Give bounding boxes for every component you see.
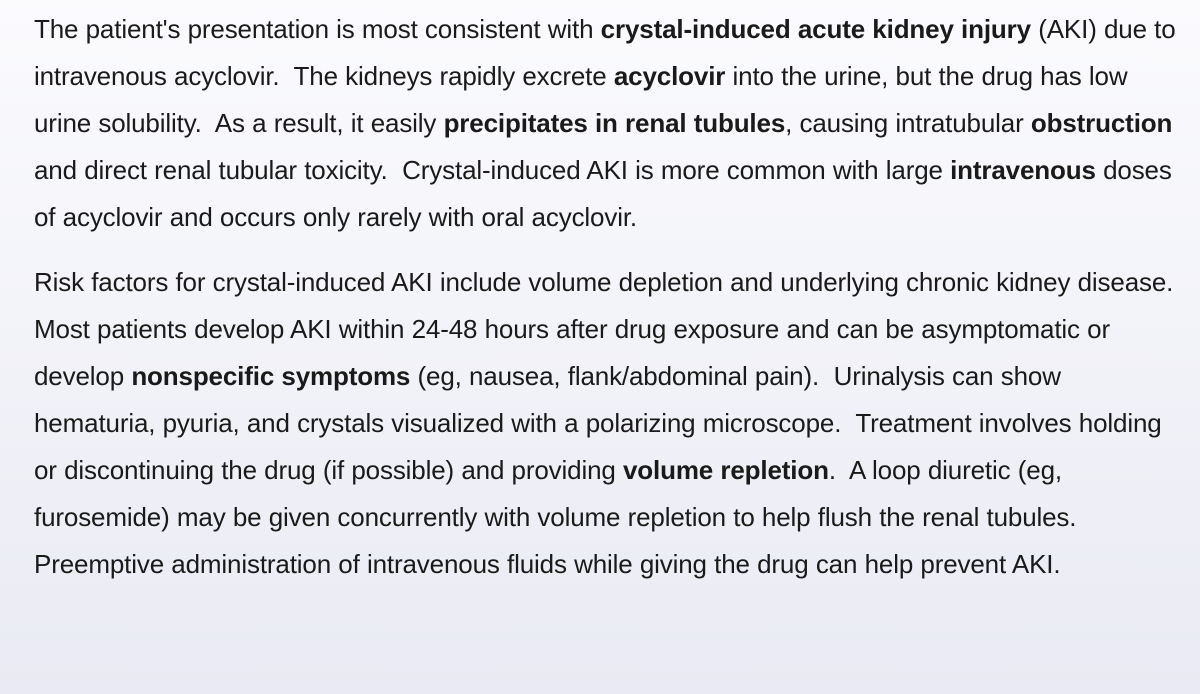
emphasis-crystal-induced-aki: crystal-induced acute kidney injury [600, 14, 1031, 44]
text-run: (AKI) due to intravenous acyclovir. The kidneys rapidly excrete [34, 14, 1183, 91]
text-run: and direct renal tubular toxicity. Crystal-induced AKI is more common with large [34, 108, 1180, 185]
text-run: (eg, nausea, flank/abdominal pain). Urinalysis can show hematuria, pyuria, and crystals visualized with a polarizing microscope. Treatment involves holding or discontinuing the drug (if possible) and providing [34, 361, 1169, 485]
paragraph-1 [34, 6, 1184, 241]
emphasis-intravenous: intravenous [950, 155, 1096, 185]
emphasis-nonspecific-symptoms: nonspecific symptoms [131, 361, 411, 391]
text-run: into the urine, but the drug has low urine solubility. As a result, it easily [34, 61, 1135, 138]
emphasis-volume-repletion: volume repletion [622, 455, 829, 485]
text-run: , causing intratubular [785, 108, 1031, 138]
explanation-text [34, 6, 1188, 588]
text-run: The patient's presentation is most consistent with [34, 14, 601, 44]
emphasis-obstruction: obstruction [1030, 108, 1173, 138]
text-run: . A loop diuretic (eg, furosemide) may be given concurrently with volume repletion to help flush the renal tubules. Preemptive administration of intravenous fluids while giving the drug can help prevent AKI. [34, 455, 1091, 579]
paragraph-2 [34, 259, 1188, 588]
emphasis-precipitates: precipitates in renal tubules [443, 108, 786, 138]
emphasis-acyclovir: acyclovir [613, 61, 726, 91]
text-run: doses of acyclovir and occurs only rarely with oral acyclovir. [34, 155, 1179, 232]
text-run: Risk factors for crystal-induced AKI include volume depletion and underlying chronic kidney disease. Most patients develop AKI within 24-48 hours after drug exposure and can be asymptomatic or develop [34, 267, 1188, 391]
